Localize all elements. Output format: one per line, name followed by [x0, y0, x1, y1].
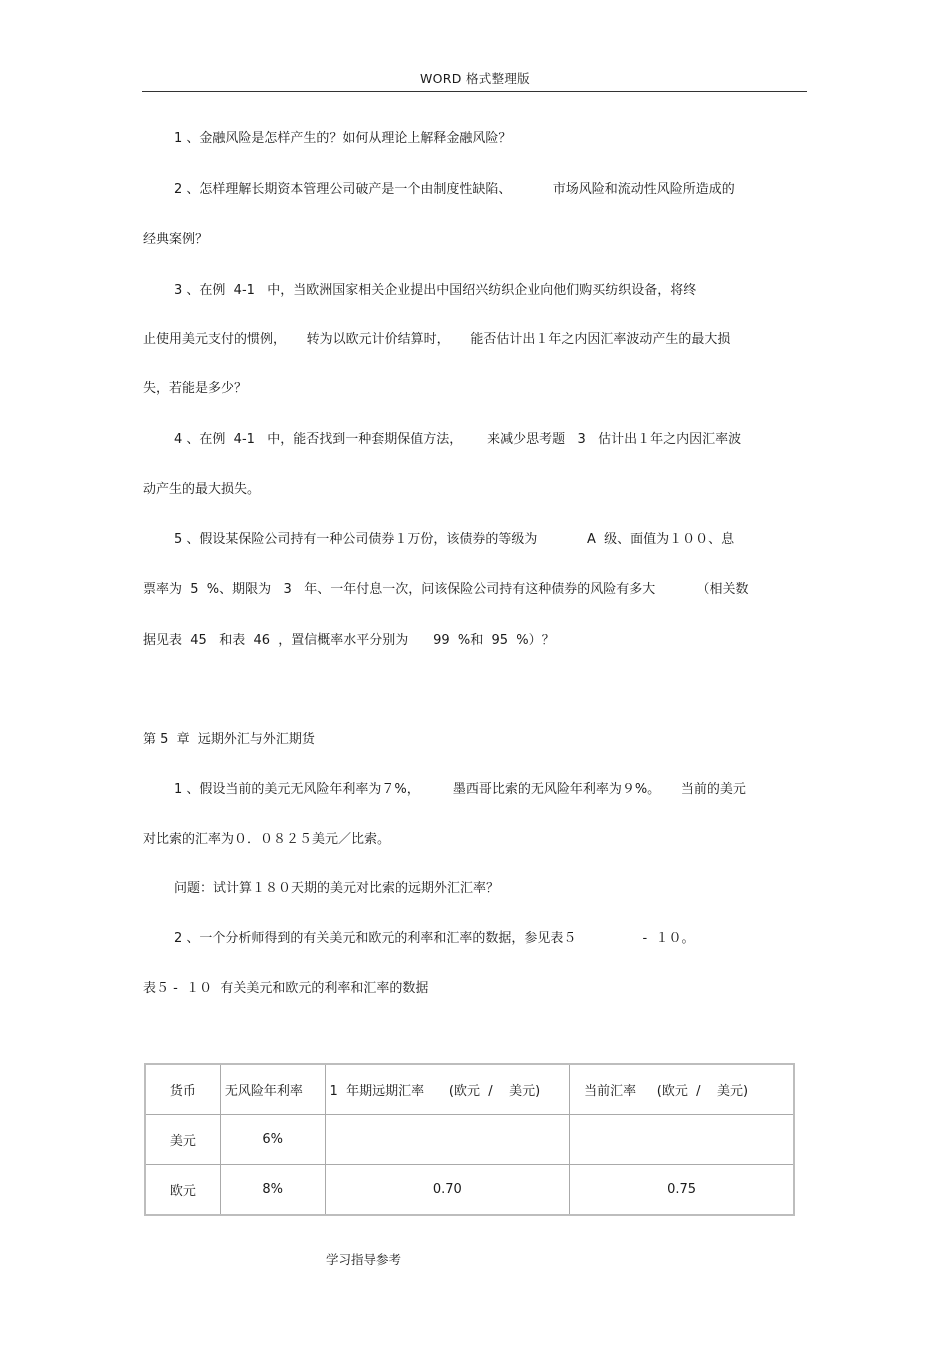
ch5-question-1-line-2: 对比索的汇率为０．０８２５美元／比索。 [143, 832, 391, 847]
rates-table [144, 1063, 795, 1216]
chapter-5-heading: 第 5 章 远期外汇与外汇期货 [143, 732, 315, 747]
question-3-line-1: 3 、在例 4-1 中，当欧洲国家相关企业提出中国绍兴纺织企业向他们购买纺织设备，将终 [174, 283, 697, 298]
table-header-row [145, 1064, 794, 1115]
header-rule [142, 91, 807, 92]
header-cell-spot-rate: 当前汇率 (欧元 / 美元) [570, 1064, 794, 1115]
question-3-line-3: 失，若能是多少？ [143, 381, 248, 396]
ch5-question-1-line-1: 1 、假设当前的美元无风险年利率为７%， 墨西哥比索的无风险年利率为９%。 当前的美元 [174, 782, 746, 797]
header-cell-forward-rate: 1 年期远期汇率 (欧元 / 美元) [325, 1064, 570, 1115]
ch5-question-2: 2 、一个分析师得到的有关美元和欧元的利率和汇率的数据，参见表５ - １０。 [174, 931, 695, 946]
cell-forward-rate: 0.70 [325, 1165, 570, 1216]
table-row [145, 1165, 794, 1216]
ch5-question-1-ask: 问题：试计算１８０天期的美元对比索的远期外汇汇率？ [174, 881, 500, 896]
cell-spot-rate: 0.75 [570, 1165, 794, 1216]
question-4-line-2: 动产生的最大损失。 [143, 482, 261, 497]
header-cell-currency: 货币 [145, 1064, 220, 1115]
table-row [145, 1115, 794, 1165]
question-5-line-1: 5 、假设某保险公司持有一种公司债券１万份，该债券的等级为 A 级、面值为１００、息 [174, 532, 735, 547]
header-cell-riskfree-rate: 无风险年利率 [220, 1064, 325, 1115]
cell-currency: 欧元 [145, 1165, 220, 1216]
question-1: 1 、金融风险是怎样产生的？如何从理论上解释金融风险？ [174, 131, 512, 146]
page-header-title: WORD 格式整理版 [420, 71, 530, 86]
question-5-line-2: 票率为 5 %、期限为 3 年、一年付息一次，问该保险公司持有这种债券的风险有多大 （相关数 [143, 582, 749, 597]
table-caption: 表５ - １０ 有关美元和欧元的利率和汇率的数据 [143, 981, 429, 996]
question-2-line-1: 2 、怎样理解长期资本管理公司破产是一个由制度性缺陷、 市场风险和流动性风险所造成的 [174, 182, 735, 197]
cell-riskfree-rate: 8% [220, 1165, 325, 1216]
question-5-line-3: 据见表 45 和表 46 ，置信概率水平分别为 99 %和 95 %）？ [143, 633, 555, 648]
question-4-line-1: 4 、在例 4-1 中，能否找到一种套期保值方法， 来减少思考题 3 估计出１年之内因汇率波 [174, 432, 742, 447]
cell-riskfree-rate: 6% [220, 1115, 325, 1165]
cell-forward-rate [325, 1115, 570, 1165]
page-footer: 学习指导参考 [326, 1252, 402, 1267]
question-2-line-2: 经典案例？ [143, 232, 209, 247]
cell-spot-rate [570, 1115, 794, 1165]
question-3-line-2: 止使用美元支付的惯例， 转为以欧元计价结算时， 能否估计出１年之内因汇率波动产生的最大损 [143, 332, 731, 347]
cell-currency: 美元 [145, 1115, 220, 1165]
